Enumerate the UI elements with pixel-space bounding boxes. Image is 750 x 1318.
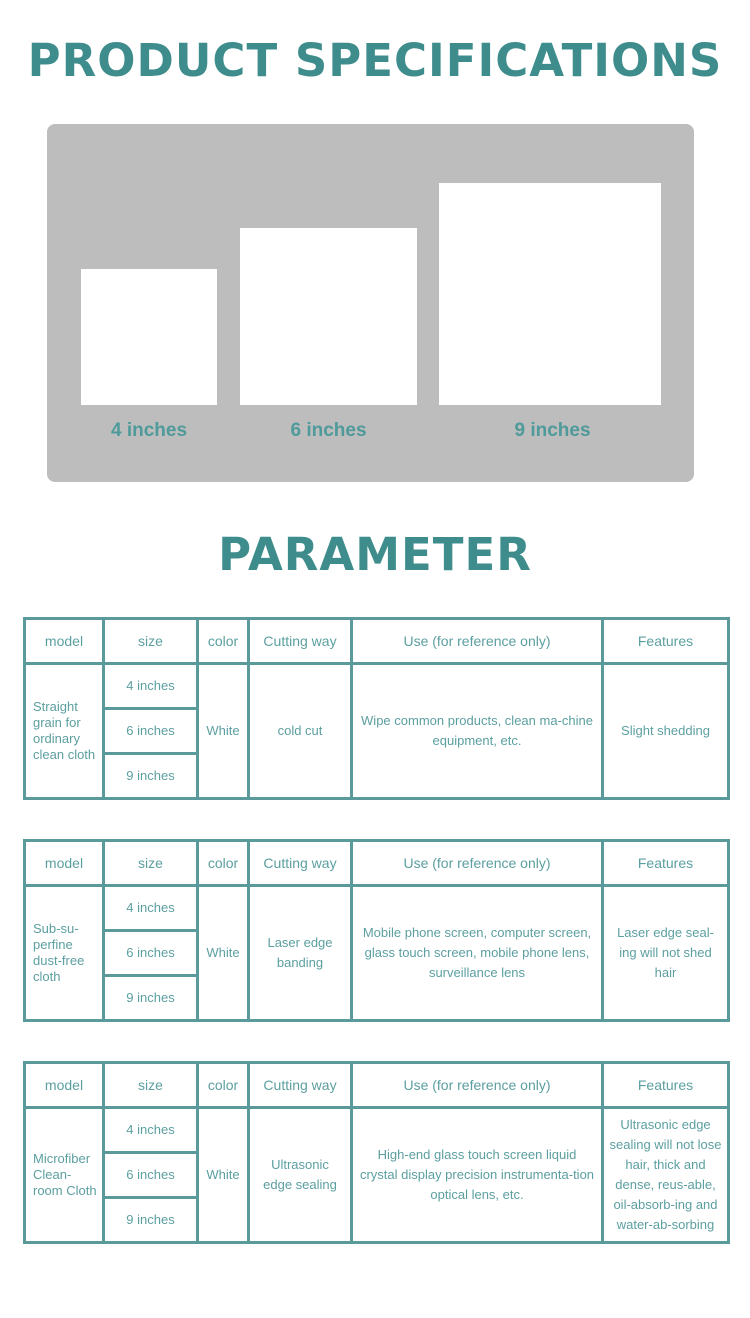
cell-size: 6 inches <box>104 931 198 976</box>
header-use: Use (for reference only) <box>352 1063 603 1108</box>
size-label-9-inch: 9 inches <box>514 420 591 441</box>
header-size: size <box>104 841 198 886</box>
cell-use: Mobile phone screen, computer screen, glass touch screen, mobile phone lens, surveillance lens <box>352 886 603 1021</box>
size-label-4-inch: 4 inches <box>110 420 188 441</box>
header-size: size <box>104 619 198 664</box>
cell-color: White <box>198 886 249 1021</box>
cloth-swatch-4-inch <box>81 269 217 405</box>
header-features: Features <box>603 619 729 664</box>
header-model: model <box>25 1063 104 1108</box>
cell-size: 4 inches <box>104 664 198 709</box>
cell-cutting-way: Ultrasonic edge sealing <box>249 1108 352 1243</box>
header-color: color <box>198 619 249 664</box>
cell-size: 4 inches <box>104 1108 198 1153</box>
table-row <box>25 886 729 931</box>
header-size: size <box>104 1063 198 1108</box>
cell-use: High-end glass touch screen liquid crystal display precision instrumenta-tion optical lens, etc. <box>352 1108 603 1243</box>
parameter-table-3 <box>23 1061 730 1244</box>
header-cutting-way: Cutting way <box>249 841 352 886</box>
header-model: model <box>25 841 104 886</box>
table-row <box>25 664 729 709</box>
cell-size: 9 inches <box>104 976 198 1021</box>
cell-features: Slight shedding <box>603 664 729 799</box>
cell-use: Wipe common products, clean ma-chine equipment, etc. <box>352 664 603 799</box>
page-title: PRODUCT SPECIFICATIONS <box>27 34 723 87</box>
header-cutting-way: Cutting way <box>249 1063 352 1108</box>
header-color: color <box>198 1063 249 1108</box>
header-cutting-way: Cutting way <box>249 619 352 664</box>
cell-cutting-way: cold cut <box>249 664 352 799</box>
cell-color: White <box>198 664 249 799</box>
parameter-table-1 <box>23 617 730 800</box>
header-features: Features <box>603 841 729 886</box>
header-color: color <box>198 841 249 886</box>
header-model: model <box>25 619 104 664</box>
cloth-swatch-6-inch <box>240 228 417 405</box>
cell-size: 6 inches <box>104 709 198 754</box>
cell-model: Microfiber Clean-room Cloth <box>25 1108 104 1243</box>
cell-size: 6 inches <box>104 1153 198 1198</box>
cell-model: Sub-su-perfine dust-free cloth <box>25 886 104 1021</box>
parameter-title: PARAMETER <box>218 528 532 581</box>
header-use: Use (for reference only) <box>352 619 603 664</box>
table-header-row <box>25 841 729 886</box>
cell-features: Laser edge seal-ing will not shed hair <box>603 886 729 1021</box>
header-features: Features <box>603 1063 729 1108</box>
cell-size: 4 inches <box>104 886 198 931</box>
cell-size: 9 inches <box>104 754 198 799</box>
size-label-6-inch: 6 inches <box>290 420 367 441</box>
size-comparison-panel <box>47 124 694 482</box>
cell-cutting-way: Laser edge banding <box>249 886 352 1021</box>
parameter-table-2 <box>23 839 730 1022</box>
header-use: Use (for reference only) <box>352 841 603 886</box>
cell-features: Ultrasonic edge sealing will not lose hair, thick and dense, reus-able, oil-absorb-ing and water-ab-sorbing <box>603 1108 729 1243</box>
cell-model: Straight grain for ordinary clean cloth <box>25 664 104 799</box>
cloth-swatch-9-inch <box>439 183 661 405</box>
table-row <box>25 1108 729 1153</box>
table-header-row <box>25 619 729 664</box>
cell-size: 9 inches <box>104 1198 198 1243</box>
table-header-row <box>25 1063 729 1108</box>
cell-color: White <box>198 1108 249 1243</box>
